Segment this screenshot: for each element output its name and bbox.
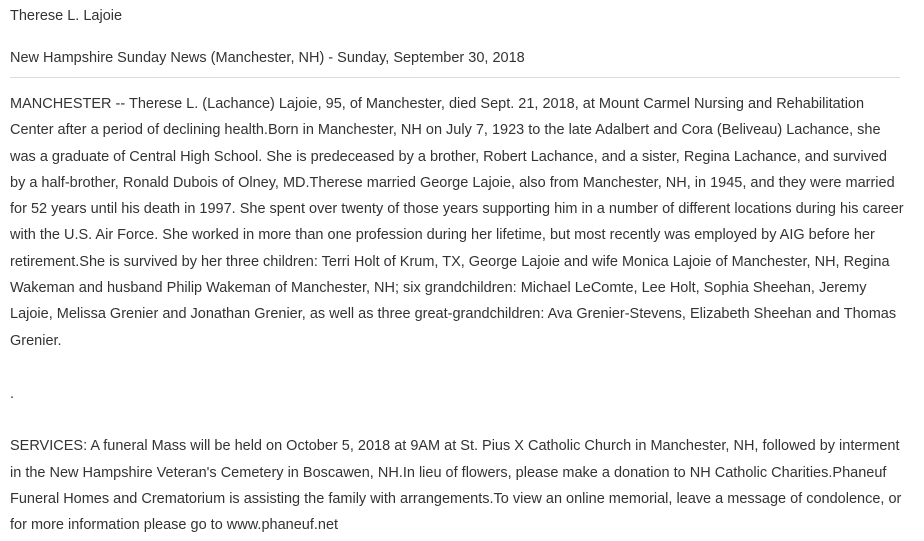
obituary-name: Therese L. Lajoie (10, 8, 123, 24)
services-paragraph: SERVICES: A funeral Mass will be held on October 5, 2018 at 9AM at St. Pius X Catholic Church in Manchester, NH, followed by interment in the New Hampshire Veteran's Cemetery in Boscawen, NH.In lieu of flowers, please make a donation to NH Catholic Charities.Phaneuf Funeral Homes and Crematorium is assisting the family with arrangements.To view an online memorial, leave a message of condolence, or for more information please go to www.phaneuf.net (10, 438, 902, 534)
divider (10, 77, 900, 78)
paragraph-separator: . (10, 385, 15, 402)
obituary-body: MANCHESTER -- Therese L. (Lachance) Lajoie, 95, of Manchester, died Sept. 21, 2018, at Mount Carmel Nursing and Rehabilitation Center after a period of declining health.Born in Manchester, NH on July 7, 1923 to the late Adalbert and Cora (Beliveau) Lachance, she was a graduate of Central High School. She is predeceased by a brother, Robert Lachance, and a sister, Regina Lachance, and survived by a half-brother, Ronald Dubois of Olney, MD.Therese married George Lajoie, also from Manchester, NH, in 1945, and they were married for 52 years until his death in 1997. She spent over twenty of those years supporting him in a number of different locations during his career with the U.S. Air Force. She worked in more than one profession during her lifetime, but most recently was employed by AIG before her retirement.She is survived by her three children: Terri Holt of Krum, TX, George Lajoie and wife Monica Lajoie of Manchester, NH, Regina Wakeman and husband Philip Wakeman of Manchester, NH; six grandchildren: Michael LeComte, Lee Holt, Sophia Sheehan, Jeremy Lajoie, Melissa Grenier and Jonathan Grenier, as well as three great-grandchildren: Ava Grenier-Stevens, Elizabeth Sheehan and Thomas Grenier. (10, 96, 904, 349)
publication-source: New Hampshire Sunday News (Manchester, NH) - Sunday, September 30, 2018 (10, 50, 525, 66)
